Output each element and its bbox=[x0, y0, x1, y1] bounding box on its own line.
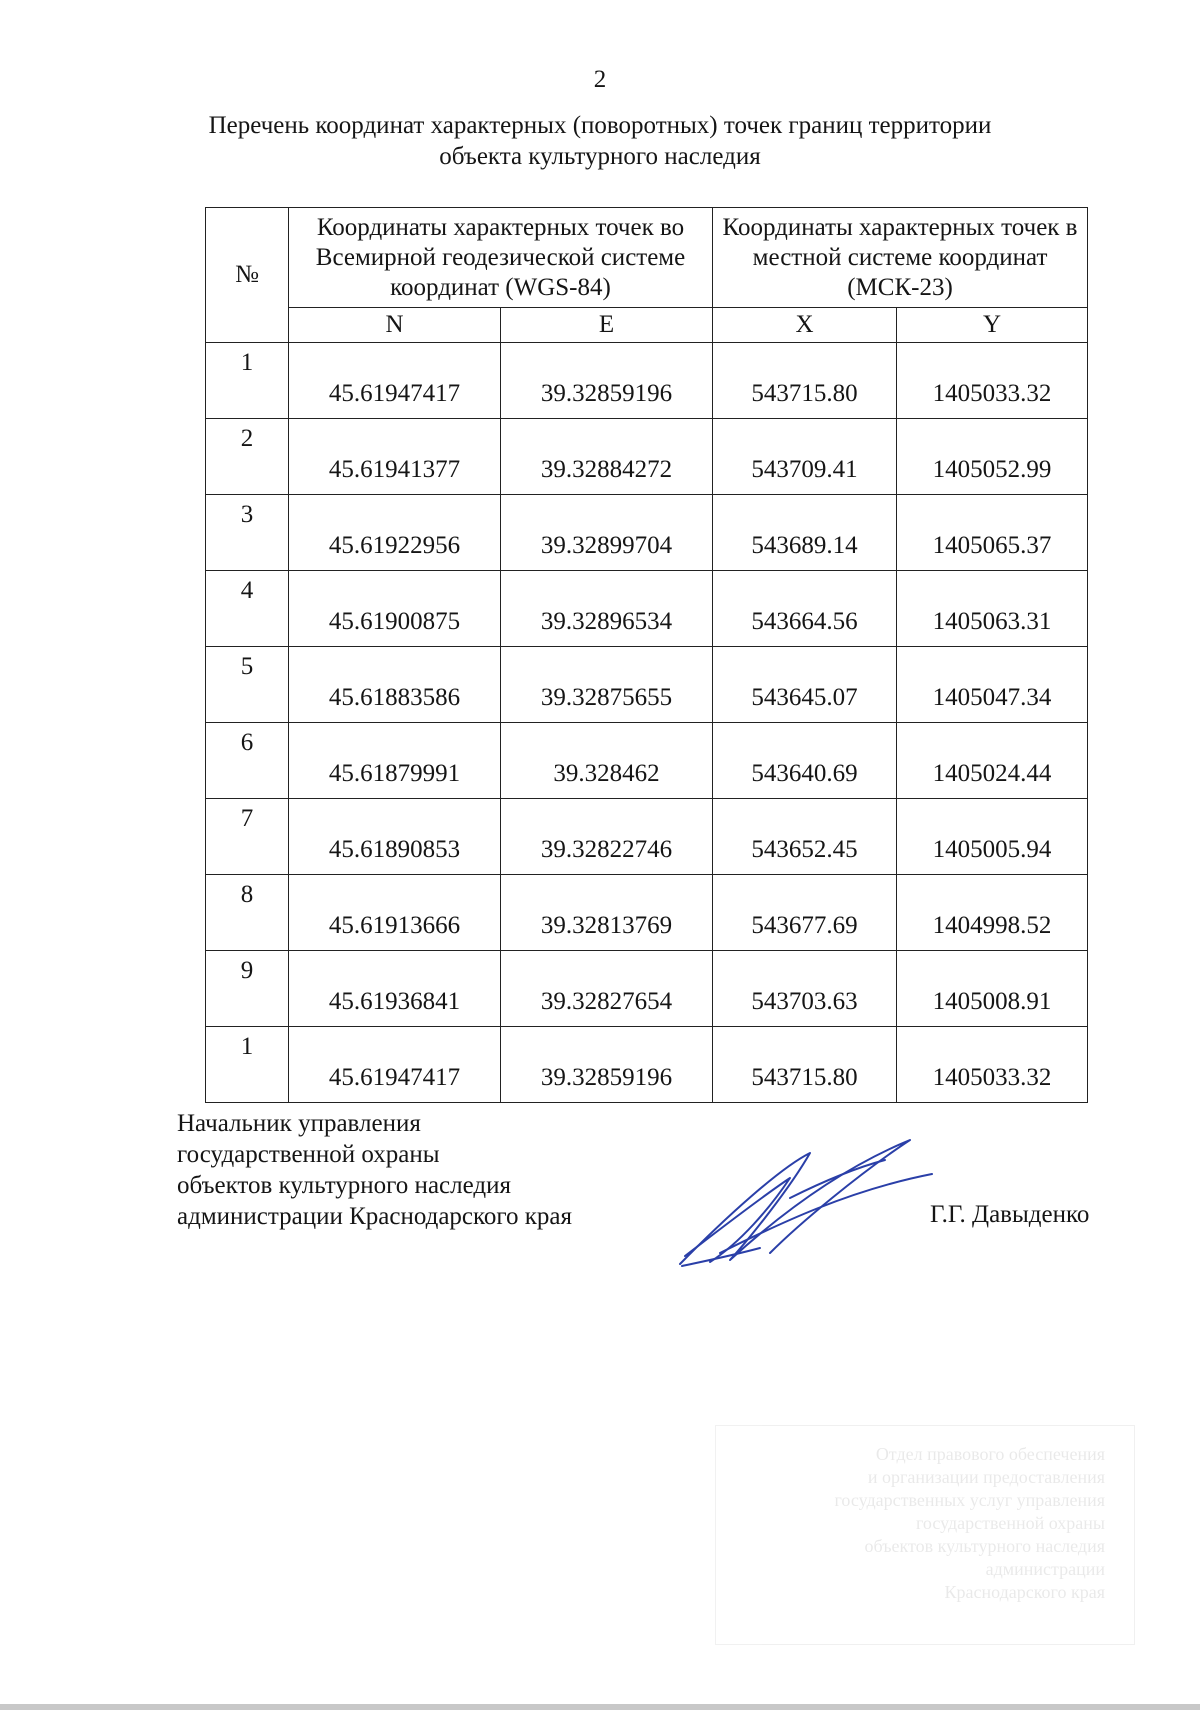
coord-e: 39.32813769 bbox=[501, 875, 713, 951]
coord-e: 39.32822746 bbox=[501, 799, 713, 875]
header-y: Y bbox=[897, 308, 1088, 343]
coord-n: 45.61922956 bbox=[289, 495, 501, 571]
stamp-line: и организации предоставления bbox=[867, 1467, 1105, 1487]
coord-n: 45.61879991 bbox=[289, 723, 501, 799]
point-number: 5 bbox=[206, 647, 289, 723]
point-number: 9 bbox=[206, 951, 289, 1027]
table-row bbox=[206, 343, 1088, 419]
stamp-text bbox=[745, 1443, 1105, 1604]
signatory-position-line: государственной охраны bbox=[177, 1141, 440, 1168]
coord-y: 1405033.32 bbox=[897, 343, 1088, 419]
coord-x: 543652.45 bbox=[713, 799, 897, 875]
coord-x: 543715.80 bbox=[713, 343, 897, 419]
header-wgs84-group: Координаты характерных точек во Всемирной геодезической системе координат (WGS-84) bbox=[289, 208, 713, 308]
header-e: E bbox=[501, 308, 713, 343]
signatory-position bbox=[177, 1108, 572, 1232]
coord-x: 543664.56 bbox=[713, 571, 897, 647]
coord-e: 39.328462 bbox=[501, 723, 713, 799]
coord-e: 39.32859196 bbox=[501, 343, 713, 419]
signatory-position-line: Начальник управления bbox=[177, 1110, 421, 1137]
coord-x: 543645.07 bbox=[713, 647, 897, 723]
coord-n: 45.61941377 bbox=[289, 419, 501, 495]
point-number: 7 bbox=[206, 799, 289, 875]
table-row bbox=[206, 723, 1088, 799]
point-number: 1 bbox=[206, 1027, 289, 1103]
coord-y: 1405024.44 bbox=[897, 723, 1088, 799]
registration-stamp bbox=[715, 1425, 1135, 1645]
table-row bbox=[206, 875, 1088, 951]
coord-e: 39.32899704 bbox=[501, 495, 713, 571]
coord-x: 543709.41 bbox=[713, 419, 897, 495]
document-title bbox=[150, 110, 1050, 172]
coord-n: 45.61900875 bbox=[289, 571, 501, 647]
coord-n: 45.61890853 bbox=[289, 799, 501, 875]
coord-n: 45.61936841 bbox=[289, 951, 501, 1027]
coord-y: 1405008.91 bbox=[897, 951, 1088, 1027]
signer-name: Г.Г. Давыденко bbox=[930, 1201, 1090, 1228]
table-row bbox=[206, 1027, 1088, 1103]
document-title-line-2: объекта культурного наследия bbox=[439, 143, 761, 170]
coord-x: 543715.80 bbox=[713, 1027, 897, 1103]
coord-n: 45.61913666 bbox=[289, 875, 501, 951]
signatory-position-line: администрации Краснодарского края bbox=[177, 1203, 573, 1230]
stamp-line: Краснодарского края bbox=[944, 1582, 1105, 1602]
table-row bbox=[206, 495, 1088, 571]
stamp-line: государственных услуг управления bbox=[834, 1490, 1105, 1510]
point-number: 6 bbox=[206, 723, 289, 799]
coord-e: 39.32884272 bbox=[501, 419, 713, 495]
coord-n: 45.61883586 bbox=[289, 647, 501, 723]
coord-x: 543689.14 bbox=[713, 495, 897, 571]
stamp-line: объектов культурного наследия bbox=[864, 1536, 1105, 1556]
handwritten-signature bbox=[670, 1128, 940, 1278]
stamp-line: администрации bbox=[985, 1559, 1105, 1579]
table-row bbox=[206, 419, 1088, 495]
scan-edge bbox=[0, 1704, 1200, 1710]
coord-x: 543640.69 bbox=[713, 723, 897, 799]
page-number: 2 bbox=[593, 66, 607, 93]
point-number: 3 bbox=[206, 495, 289, 571]
table-row bbox=[206, 571, 1088, 647]
coord-y: 1405033.32 bbox=[897, 1027, 1088, 1103]
point-number: 1 bbox=[206, 343, 289, 419]
table-row bbox=[206, 799, 1088, 875]
coord-x: 543703.63 bbox=[713, 951, 897, 1027]
coord-e: 39.32875655 bbox=[501, 647, 713, 723]
table-row bbox=[206, 951, 1088, 1027]
coord-y: 1405005.94 bbox=[897, 799, 1088, 875]
coord-n: 45.61947417 bbox=[289, 343, 501, 419]
document-title-line-1: Перечень координат характерных (поворотных) точек границ территории bbox=[208, 112, 992, 139]
coord-e: 39.32859196 bbox=[501, 1027, 713, 1103]
coord-y: 1405052.99 bbox=[897, 419, 1088, 495]
coordinates-table bbox=[205, 207, 1088, 1103]
signature-strokes bbox=[680, 1140, 932, 1266]
coord-n: 45.61947417 bbox=[289, 1027, 501, 1103]
signatory-position-line: объектов культурного наследия bbox=[177, 1172, 511, 1199]
point-number: 4 bbox=[206, 571, 289, 647]
stamp-line: Отдел правового обеспечения bbox=[875, 1444, 1105, 1464]
header-msk23-group: Координаты характерных точек в местной системе координат (МСК-23) bbox=[713, 208, 1088, 308]
header-number: № bbox=[206, 208, 289, 343]
point-number: 8 bbox=[206, 875, 289, 951]
point-number: 2 bbox=[206, 419, 289, 495]
coord-e: 39.32827654 bbox=[501, 951, 713, 1027]
stamp-line: государственной охраны bbox=[915, 1513, 1105, 1533]
coord-y: 1405047.34 bbox=[897, 647, 1088, 723]
coord-e: 39.32896534 bbox=[501, 571, 713, 647]
coord-y: 1405063.31 bbox=[897, 571, 1088, 647]
table-row bbox=[206, 647, 1088, 723]
coord-y: 1405065.37 bbox=[897, 495, 1088, 571]
header-x: X bbox=[713, 308, 897, 343]
coord-y: 1404998.52 bbox=[897, 875, 1088, 951]
coord-x: 543677.69 bbox=[713, 875, 897, 951]
header-n: N bbox=[289, 308, 501, 343]
